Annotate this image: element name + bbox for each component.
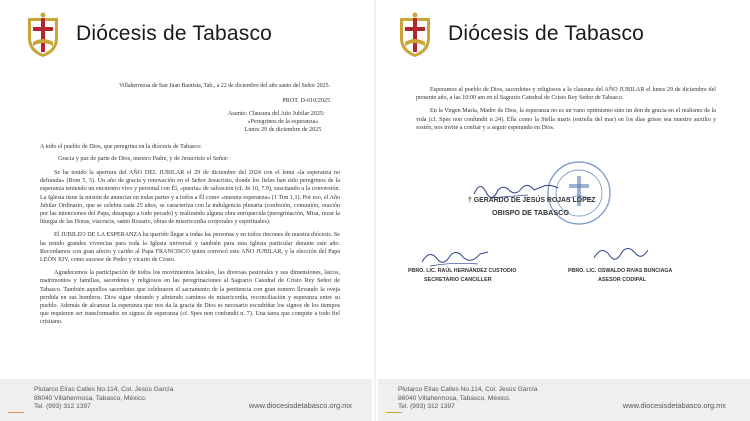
page-divider	[374, 0, 376, 421]
letter-page-2	[378, 0, 750, 421]
footer-website: www.diocesisdetabasco.org.mx	[248, 401, 352, 410]
diocese-logo	[24, 12, 62, 58]
chancellor-name: PBRO. LIC. RAÚL HERNÁNDEZ CUSTODIO	[408, 268, 517, 274]
body-paragraph: El JUBILEO DE LA ESPERANZA ha querido llegar a todas las personas y en todos rincones de nuestra diócesis. Se ha tenido grandes vivencias para toda la Iglesia universal y también para esta Iglesia particular durante este año. Recordamos con gran afecto y cariño al Papa FRANCISCO quien convocó este AÑO JUBILAR, y la elección del Papa LEÓN XIV, como sucesor de Pedro y vicario de Cristo.	[40, 232, 340, 264]
address-line: Tel. (993) 312 1397	[34, 403, 91, 411]
place-date: Villahermosa de San Juan Bautista, Tab., a 22 de diciembre del año santo del Señor 2025.	[119, 83, 330, 89]
advisor-title: ASESOR CODIPAL	[598, 277, 647, 283]
chancellor-signature	[418, 242, 492, 270]
address-line: 86040 Villahermosa, Tabasco, México.	[398, 394, 511, 402]
body-paragraph: Se ha tenido la apertura del AÑO DEL JUBILAR el 29 de diciembre del 2024 con el lema «la esperanza no defrauda» (Rom 5, 5). Un año de gracia y renovación en el Señor Jesucristo, donde los fieles han sido peregrinos de la esperanza teniendo un encuentro vivo y personal con Él, «puerta» de salvación (cf. Jn 10, 7.9), suscitando a la conversión. La Iglesia tiene la misión de anunciar en todas partes y a todos a Él como «nuestra esperanza» (1 Tim 1,1). Por eso, el Año Jubilar Ordinario, que se celebra cada 25 años, se caracteriza con la indulgencia plenaria (confesión, comunión, oración por las intenciones del Papa, desapego a todo pecado) y realizando alguna obra enriquecida (peregrinación, Misa, rezar la liturgia de las Horas, viacrucis, santo Rosario, obras de misericordia corporales y espirituales).	[40, 170, 340, 226]
subject-line: Asunto: Clausura del Año Jubilar 2025:	[228, 111, 325, 117]
greeting-to: A todo el pueblo de Dios, que peregrina en la diócesis de Tabasco:	[40, 144, 202, 150]
footer-website: www.diocesisdetabasco.org.mx	[622, 401, 726, 410]
advisor-signature	[588, 240, 652, 268]
subject-block	[228, 110, 338, 135]
bishop-title: OBISPO DE TABASCO	[492, 208, 569, 217]
footer-accent	[386, 412, 402, 413]
address-line: 86040 Villahermosa, Tabasco, México.	[34, 394, 147, 402]
letter-footer	[0, 379, 372, 421]
footer-accent	[8, 412, 24, 413]
advisor-name: PBRO. LIC. OSWALDO RIVAS BUNCIAGA	[568, 268, 673, 274]
footer-address	[398, 386, 538, 412]
letter-page-1	[0, 0, 372, 421]
footer-address	[34, 386, 174, 412]
address-line: Plutarco Elías Calles No.114, Col. Jesús García	[34, 386, 174, 393]
body-paragraph: Esperamos al pueblo de Dios, sacerdotes y religiosos a la clausura del AÑO JUBILAR el lunes 29 de diciembre del presente año, a las 10:00 am en el Sagrario Catedral de Cristo Rey Señor de Tabasco.	[416, 87, 716, 102]
letter-body-1	[40, 169, 340, 332]
subject-line: «Peregrinos de la esperanza»	[247, 119, 319, 126]
diocese-title: Diócesis de Tabasco	[448, 22, 645, 45]
address-line: Plutarco Elías Calles No.114, Col. Jesús García	[398, 386, 538, 393]
letter-body-2	[416, 86, 716, 137]
greeting: Gracia y paz de parte de Dios, nuestro Padre, y de Jesucristo el Señor:	[58, 156, 229, 162]
letter-footer	[378, 379, 750, 421]
bishop-name: † GERARDO DE JESÚS ROJAS LÓPEZ	[468, 197, 596, 204]
chancellor-title: SECRETARIO CANCILLER	[424, 277, 492, 283]
protocol-number: PROT. D-010/2025	[282, 98, 330, 104]
diocese-title: Diócesis de Tabasco	[76, 22, 273, 45]
body-paragraph: Agradecemos la participación de todos los movimientos laicales, las diversas pastorales y sus dimensiones, laicos, matrimonios y familias, sacerdotes y religiosos en las peregrinaciones al Sagrario Catedral de Cristo Rey Señor de Tabasco. También aquellos sacerdotes que celebraron el sacramento de la penitencia con gran esmero llevando la oveja perdida en sus hombros. Dios sigue obrando y abriendo caminos de misericordia, reconciliación y esperanza entre su pueblo. Además de alcanzar la esperanza que nos da la gracia de Dios es necesario escudriñar los signos de los tiempos que requieren ser transformados en signos de esperanza (cf. Spes non confundit n. 7). Una tarea que compete a todo fiel cristiano.	[40, 270, 340, 326]
diocese-logo	[396, 12, 434, 58]
address-line: Tel. (993) 312 1397	[398, 403, 455, 411]
body-paragraph: En la Virgen María, Madre de Dios, la esperanza no es un vano optimismo sino un don de gracia en el realismo de la vida (cf. Spes non confundit n 24). Ella como la Stella maris (estrella del mar) en los días grises sea nuestro auxilio y sostén, nos invite a confiar y a seguir esperando en Dios.	[416, 108, 716, 131]
subject-line: Lunes 29 de diciembre de 2025	[244, 127, 322, 134]
